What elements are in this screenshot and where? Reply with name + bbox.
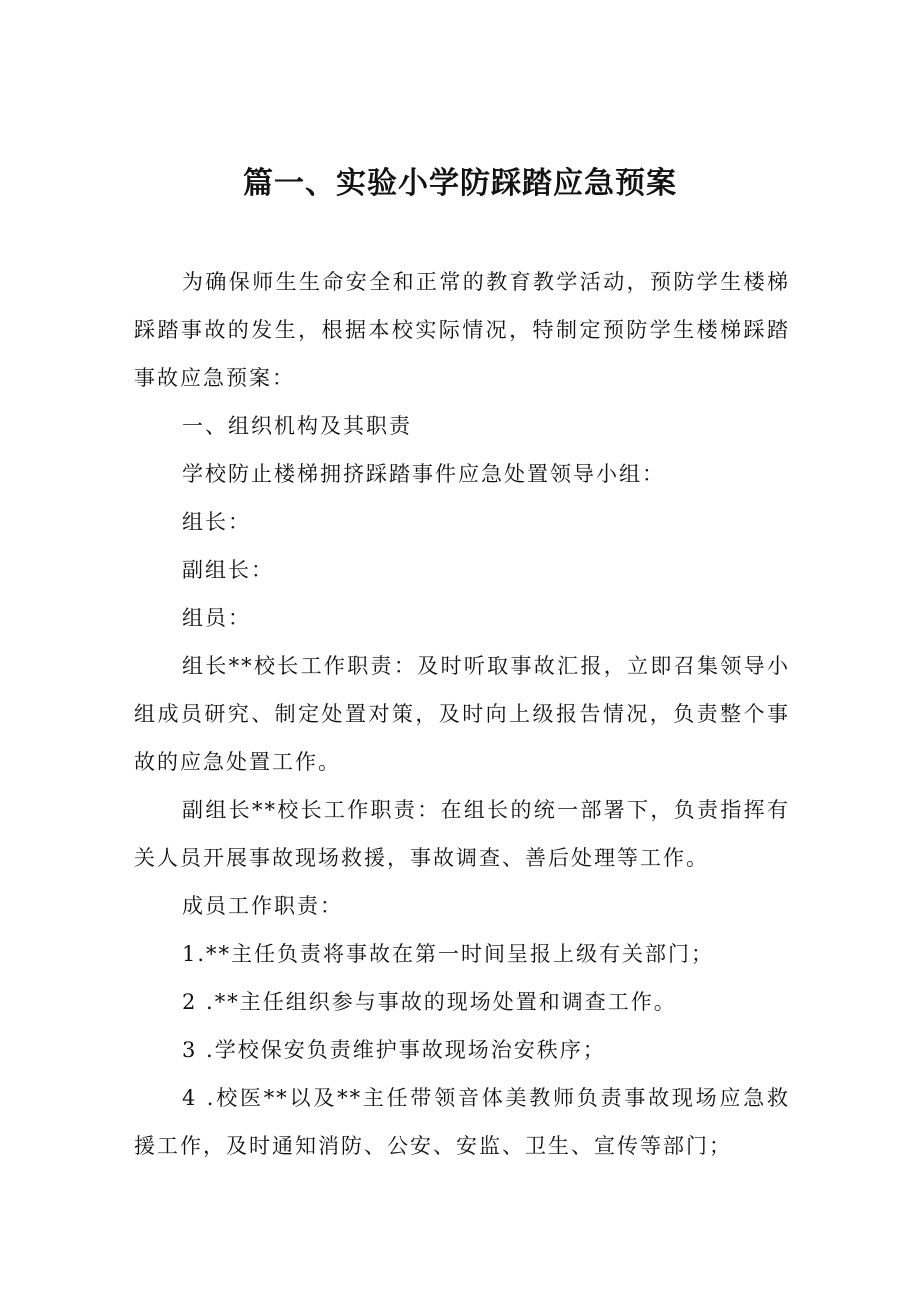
section-heading: 一、组织机构及其职责 [182, 414, 412, 438]
paragraph-member-duties-heading: 成员工作职责： [182, 894, 343, 918]
paragraph-leading-group: 学校防止楼梯拥挤踩踏事件应急处置领导小组： [182, 462, 665, 486]
list-item: 4 .校医**以及**主任带领音体美教师负责事故现场应急救援工作，及时通知消防、公安、安监、卫生、宣传等部门； [134, 1086, 790, 1158]
paragraph-deputy-duties: 副组长**校长工作职责：在组长的统一部署下，负责指挥有关人员开展事故现场救援，事故调查、善后处理等工作。 [134, 798, 790, 870]
document-body [134, 258, 790, 1170]
list-item: 2 .**主任组织参与事故的现场处置和调查工作。 [182, 990, 677, 1014]
list-item: 3 .学校保安负责维护事故现场治安秩序； [182, 1038, 606, 1062]
document-title: 篇一、实验小学防踩踏应急预案 [243, 166, 677, 201]
list-item: 1.**主任负责将事故在第一时间呈报上级有关部门； [182, 942, 715, 966]
paragraph-members: 组员： [182, 606, 251, 630]
paragraph-intro: 为确保师生生命安全和正常的教育教学活动，预防学生楼梯踩踏事故的发生，根据本校实际情况，特制定预防学生楼梯踩踏事故应急预案： [134, 270, 790, 390]
paragraph-leader-duties: 组长**校长工作职责：及时听取事故汇报，立即召集领导小组成员研究、制定处置对策，及时向上级报告情况，负责整个事故的应急处置工作。 [134, 654, 790, 774]
paragraph-leader: 组长： [182, 510, 251, 534]
paragraph-deputy-leader: 副组长： [182, 558, 274, 582]
